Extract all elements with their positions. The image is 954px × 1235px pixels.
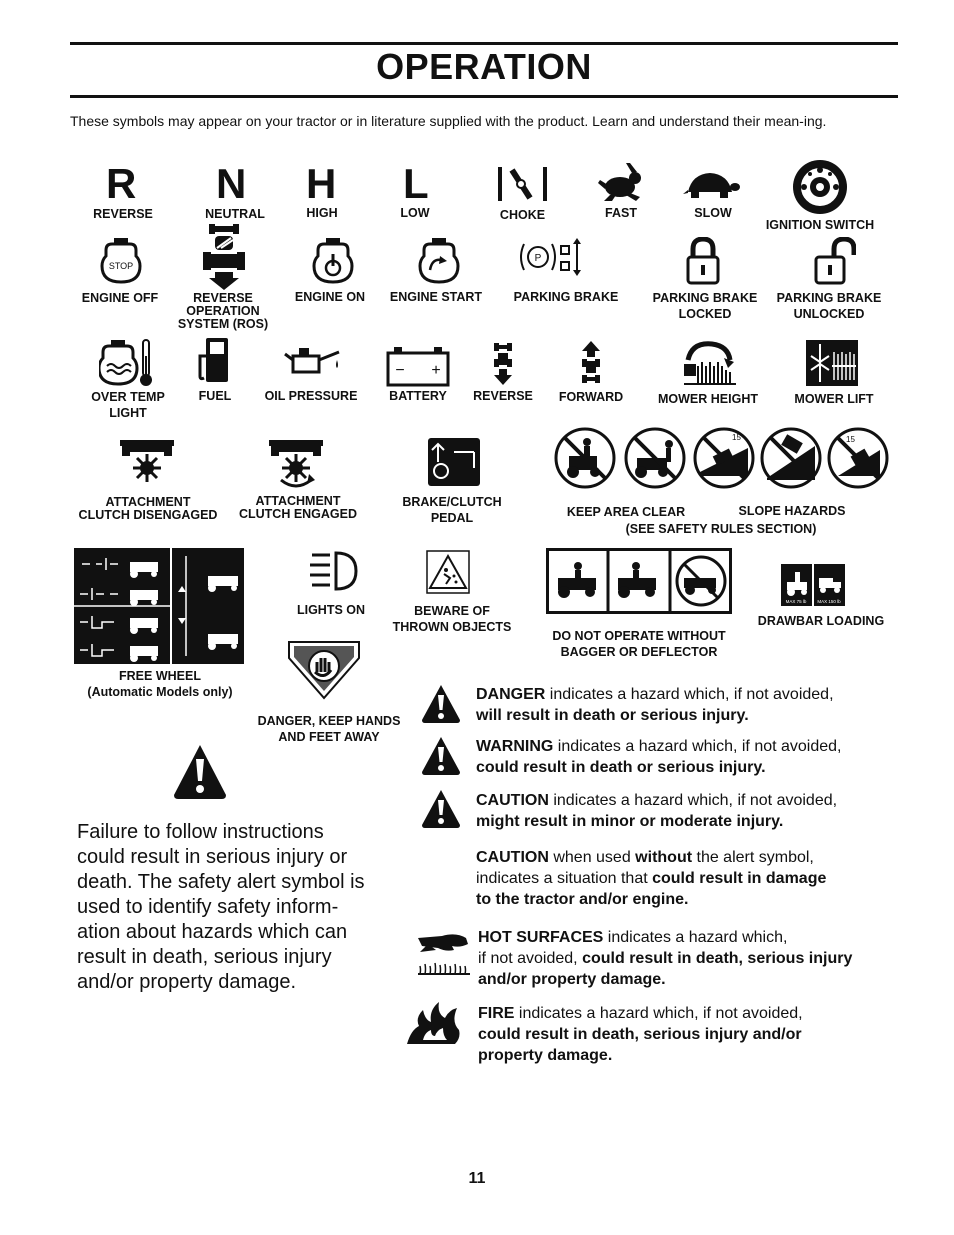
brake-clutch-pedal-icon (428, 438, 480, 486)
drawbar-left-text: MAX 75 lb (785, 599, 807, 604)
thrown-objects-icon (426, 550, 470, 594)
attachment-clutch-disengaged-icon (118, 438, 176, 488)
turtle-icon (682, 170, 740, 200)
label-reverse: REVERSE (93, 207, 153, 221)
engine-start-icon (418, 236, 460, 286)
label-pb-unlocked-line1: PARKING BRAKE (776, 291, 882, 305)
svg-text:P: P (534, 253, 542, 264)
choke-icon (496, 165, 551, 205)
label-slow: SLOW (694, 206, 732, 220)
page-title: OPERATION (376, 46, 592, 87)
label-ros-line1: REVERSE (193, 291, 253, 305)
caution-alert-icon (421, 789, 461, 829)
label-keep-area-clear: KEEP AREA CLEAR (566, 505, 686, 519)
failure-text: Failure to follow instructions could result in serious injury or death. The safety alert symbol is used to identify safety inform-ation about hazards which can result in death, serious injury and/or property damage. (77, 821, 365, 993)
label-bagger-line2: BAGGER OR DEFLECTOR (560, 645, 718, 659)
label-brake-line1: BRAKE/CLUTCH (402, 495, 502, 509)
label-pb-unlocked-line2: UNLOCKED (793, 307, 865, 321)
label-fast: FAST (605, 206, 637, 220)
danger-definition: DANGER indicates a hazard which, if not avoided, will result in death or serious injury. (476, 686, 834, 724)
free-wheel-icon (74, 548, 244, 664)
battery-icon (386, 345, 450, 387)
headlight-icon (308, 549, 360, 593)
label-hands-line1: DANGER, KEEP HANDS (257, 714, 401, 728)
label-see-safety-rules: (SEE SAFETY RULES SECTION) (625, 522, 817, 536)
label-over-temp-line1: OVER TEMP (91, 390, 165, 404)
over-temp-icon (99, 338, 155, 388)
label-att-eng-line2: CLUTCH ENGAGED (238, 507, 358, 521)
warning-alert-icon (421, 736, 461, 776)
label-att-eng-line1: ATTACHMENT (255, 494, 341, 508)
label-choke: CHOKE (499, 208, 546, 222)
label-bagger-line1: DO NOT OPERATE WITHOUT (552, 629, 726, 643)
label-thrown-line2: THROWN OBJECTS (392, 620, 512, 634)
lock-open-icon (814, 237, 856, 285)
label-low: LOW (400, 206, 430, 220)
top-rule (70, 42, 898, 45)
slope-15-text-1: 15 (732, 433, 741, 442)
label-parking-brake: PARKING BRAKE (513, 290, 619, 304)
label-neutral: NEUTRAL (205, 207, 265, 221)
bagger-deflector-icon (546, 548, 732, 614)
mower-height-icon (682, 338, 738, 386)
lock-closed-icon (686, 237, 720, 285)
ros-icon (203, 224, 245, 290)
label-high: HIGH (306, 206, 338, 220)
label-thrown-line1: BEWARE OF (414, 604, 490, 618)
label-free-wheel-line1: FREE WHEEL (119, 669, 201, 683)
reverse-arrow-icon (492, 341, 514, 387)
ignition-switch-icon (790, 158, 850, 216)
slope-hazard-icon-1 (692, 426, 756, 490)
battery-plus-text: + (431, 362, 441, 379)
label-att-dis-line1: ATTACHMENT (105, 495, 191, 509)
label-att-dis-line2: CLUTCH DISENGAGED (78, 508, 218, 522)
mower-lift-icon (806, 340, 858, 386)
label-ros-line2: OPERATION (186, 304, 260, 318)
safety-alert-large-icon (172, 743, 228, 801)
label-forward-arrow: FORWARD (558, 390, 624, 404)
label-hands-line2: AND FEET AWAY (278, 730, 380, 744)
slope-hazard-icon-3 (826, 426, 890, 490)
drawbar-right-text: MAX 150 lb (817, 599, 841, 604)
fuel-icon (196, 336, 230, 384)
intro-text: These symbols may appear on your tractor or in literature supplied with the product. Learn and understand their mean-ing. (70, 113, 827, 129)
label-engine-start: ENGINE START (389, 290, 483, 304)
label-mower-height: MOWER HEIGHT (658, 392, 758, 406)
label-drawbar-loading: DRAWBAR LOADING (757, 614, 885, 628)
fire-definition: FIRE indicates a hazard which, if not avoided, could result in death, serious injury and/or property damage. (478, 1005, 803, 1064)
caution-no-symbol-definition: CAUTION when used without the alert symbol, indicates a situation that could result in damage to the tractor and/or engine. (476, 849, 827, 908)
parking-brake-icon (518, 236, 584, 278)
keep-area-clear-icon-1 (553, 426, 617, 490)
label-mower-lift: MOWER LIFT (794, 392, 874, 406)
attachment-clutch-engaged-icon (267, 438, 325, 488)
label-oil-pressure: OIL PRESSURE (264, 389, 358, 403)
high-letter-icon: H (306, 160, 337, 207)
neutral-letter-icon: N (216, 160, 247, 207)
label-ignition-switch: IGNITION SWITCH (765, 218, 875, 232)
label-ros-line3: SYSTEM (ROS) (177, 317, 269, 331)
warning-word: WARNING (476, 738, 554, 755)
label-pb-locked-line1: PARKING BRAKE (652, 291, 758, 305)
drawbar-loading-icon (781, 564, 845, 606)
label-engine-on: ENGINE ON (294, 290, 366, 304)
title-underline (70, 95, 898, 98)
slope-hazard-icon-2 (759, 426, 823, 490)
hot-surfaces-definition: HOT SURFACES indicates a hazard which, if not avoided, could result in death, serious injury and/or property damage. (478, 929, 853, 988)
keep-area-clear-icon-2 (623, 426, 687, 490)
slope-15-text-2: 15 (846, 435, 855, 444)
low-letter-icon: L (403, 160, 429, 207)
danger-alert-icon (421, 684, 461, 724)
stop-text: STOP (108, 261, 134, 271)
battery-minus-text: − (395, 362, 405, 379)
page-number: 11 (468, 1170, 486, 1187)
label-reverse-arrow: REVERSE (473, 389, 533, 403)
label-brake-line2: PEDAL (430, 511, 474, 525)
engine-off-icon (100, 236, 142, 286)
label-pb-locked-line2: LOCKED (678, 307, 732, 321)
danger-word: DANGER (476, 686, 546, 703)
fire-icon (405, 1000, 463, 1046)
oil-can-icon (281, 344, 343, 380)
label-engine-off: ENGINE OFF (81, 291, 159, 305)
hot-surfaces-icon (416, 930, 472, 976)
reverse-letter-icon: R (106, 160, 137, 207)
label-slope-hazards: SLOPE HAZARDS (738, 504, 846, 518)
label-fuel: FUEL (198, 389, 232, 403)
label-battery: BATTERY (389, 389, 447, 403)
label-free-wheel-line2: (Automatic Models only) (87, 685, 233, 699)
hand-danger-icon (287, 640, 361, 700)
warning-definition: WARNING indicates a hazard which, if not avoided, could result in death or serious injury. (476, 738, 842, 776)
engine-on-icon (312, 236, 354, 286)
label-lights-on: LIGHTS ON (296, 603, 366, 617)
forward-arrow-icon (580, 341, 602, 387)
caution-definition: CAUTION indicates a hazard which, if not avoided, might result in minor or moderate injury. (476, 792, 838, 830)
rabbit-icon (596, 163, 646, 203)
caution-word: CAUTION (476, 792, 549, 809)
label-over-temp-line2: LIGHT (109, 406, 147, 420)
